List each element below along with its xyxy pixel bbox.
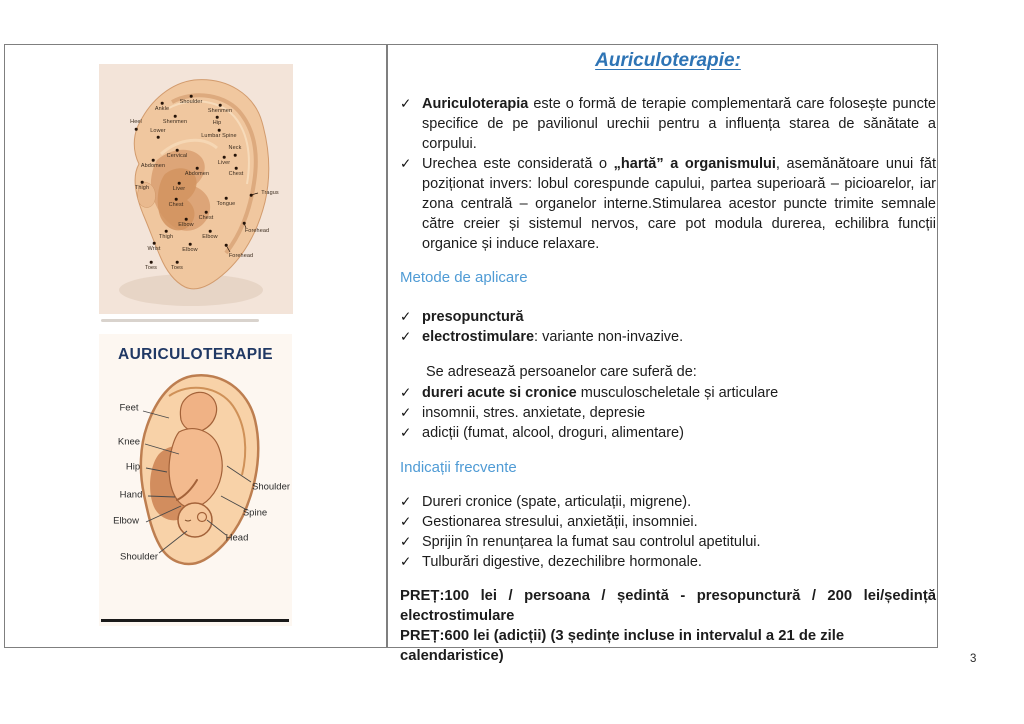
bullet-text: Dureri cronice (spate, articulații, migrene). bbox=[422, 494, 692, 510]
ear-point-dot bbox=[141, 181, 144, 184]
bullet-item bbox=[400, 307, 936, 327]
bullet-text: insomnii, stres. anxietate, depresie bbox=[422, 405, 646, 421]
fetus-map-label: Hip bbox=[125, 461, 141, 473]
bullet-text: adicții (fumat, alcool, droguri, alimentare) bbox=[422, 425, 684, 441]
ear-point-dot bbox=[178, 182, 181, 185]
image2-title: AURICULOTERAPIE bbox=[118, 346, 273, 363]
ear-point-dot bbox=[176, 149, 179, 152]
ear-point-dot bbox=[189, 243, 192, 246]
image2-bottom-rule bbox=[101, 619, 289, 622]
section-heading-indications: Indicații frecvente bbox=[400, 459, 517, 476]
ear-point-label: Thigh bbox=[158, 234, 174, 240]
ear-points-chart-image bbox=[99, 64, 293, 314]
bullet-text: Sprijin în renunțarea la fumat sau controlul apetitului. bbox=[422, 534, 761, 550]
check-icon: ✓ bbox=[400, 329, 412, 344]
ear-point-dot bbox=[161, 102, 164, 105]
text-column bbox=[386, 45, 936, 666]
methods-bullet-list bbox=[400, 307, 936, 347]
price-paragraph-1 bbox=[400, 586, 936, 626]
ear-point-dot bbox=[165, 230, 168, 233]
fetus-map-label: Spine bbox=[242, 507, 268, 519]
fetus-map-label: Head bbox=[225, 532, 249, 544]
ear-point-label: Toes bbox=[144, 265, 158, 271]
ear-point-dot bbox=[250, 194, 253, 197]
ear-point-label: Tongue bbox=[216, 201, 236, 207]
ear-point-label: Shenmen bbox=[162, 119, 188, 125]
ear-point-dot bbox=[135, 128, 138, 131]
ear-point-label: Chest bbox=[168, 202, 184, 208]
fetus-map-label: Hand bbox=[119, 489, 143, 501]
ear-point-dot bbox=[185, 218, 188, 221]
ear-point-dot bbox=[219, 104, 222, 107]
ear-point-label: Elbow bbox=[182, 247, 198, 253]
ear-point-dot bbox=[209, 230, 212, 233]
bullet-text: Auriculoterapia este o formă de terapie complementară care folosește puncte specifice de pe pavilionul urechii pentru a influența starea de sănătate a corpului. bbox=[422, 96, 936, 152]
indications-bullet-list bbox=[400, 492, 936, 572]
bullet-item bbox=[400, 552, 936, 572]
page-title: Auriculoterapie: bbox=[595, 50, 741, 71]
ear-point-dot bbox=[176, 261, 179, 264]
bullet-text: Urechea este considerată o „hartă” a organismului, asemănătoare unui făt poziționat invers: lobul corespunde capului, partea superioară – picioarelor, iar zona centrală – organelor interne.Stimularea acestor puncte trimite semnale către creier și sistemul nervos, care pot modula durerea, echilibra funcții organice și induce relaxare. bbox=[422, 156, 936, 252]
bullet-text: presopunctură bbox=[422, 309, 524, 325]
bullet-item bbox=[400, 383, 936, 403]
ear-point-label: Abdomen bbox=[184, 171, 210, 177]
ear-point-dot bbox=[157, 136, 160, 139]
ear-point-label: Chest bbox=[228, 171, 244, 177]
bullet-item bbox=[400, 403, 936, 423]
section-heading-methods: Metode de aplicare bbox=[400, 269, 528, 286]
ear-point-dot bbox=[152, 159, 155, 162]
fetus-map-label: Knee bbox=[117, 436, 141, 448]
check-icon: ✓ bbox=[400, 156, 412, 171]
ear-point-label: Heel bbox=[130, 119, 142, 125]
ear-point-dot bbox=[243, 222, 246, 225]
ear-point-dot bbox=[218, 129, 221, 132]
ear-point-label: Lumbar Spine bbox=[201, 133, 237, 139]
check-icon: ✓ bbox=[400, 309, 412, 324]
bullet-text: electrostimulare: variante non-invazive. bbox=[422, 329, 684, 345]
ear-point-label: Hip bbox=[212, 120, 222, 126]
ear-point-label: Wrist bbox=[147, 246, 161, 252]
ear-point-dot bbox=[234, 154, 237, 157]
bullet-item bbox=[400, 492, 936, 512]
check-icon: ✓ bbox=[400, 405, 412, 420]
bullet-item bbox=[400, 512, 936, 532]
fetus-head bbox=[178, 503, 212, 537]
watermark-text bbox=[101, 319, 259, 322]
ear-illustration-2 bbox=[99, 334, 292, 624]
intro-bullet-list bbox=[400, 94, 936, 254]
check-icon: ✓ bbox=[400, 514, 412, 529]
bullet-text: dureri acute si cronice musculoscheletale și articulare bbox=[422, 385, 779, 401]
addressed-to-line: Se adresează persoanelor care suferă de: bbox=[426, 364, 697, 380]
check-icon: ✓ bbox=[400, 494, 412, 509]
check-icon: ✓ bbox=[400, 96, 412, 111]
bullet-item bbox=[400, 423, 936, 443]
ear-point-label: Shoulder bbox=[179, 99, 203, 105]
ear-point-dot bbox=[225, 244, 228, 247]
auriculotherapy-fetus-map-image bbox=[99, 334, 292, 626]
ear-point-dot bbox=[153, 242, 156, 245]
fetus-map-label: Shoulder bbox=[251, 481, 291, 493]
bullet-item bbox=[400, 154, 936, 254]
ear-point-label: Forehead bbox=[244, 228, 270, 234]
ear-point-dot bbox=[196, 167, 199, 170]
bullet-text: Tulburări digestive, dezechilibre hormonale. bbox=[422, 554, 702, 570]
price1-line2: electrostimulare bbox=[400, 608, 515, 624]
ear-point-dot bbox=[190, 95, 193, 98]
check-icon: ✓ bbox=[400, 534, 412, 549]
price1-line1: PREȚ:100 lei / persoana / ședintă - presopunctură / 200 lei/ședință bbox=[400, 588, 936, 604]
ear-point-label: Neck bbox=[228, 145, 242, 151]
ear-point-label: Shenmen bbox=[207, 108, 233, 114]
fetus-map-label: Elbow bbox=[113, 515, 139, 527]
ear-point-label: Forehead bbox=[228, 253, 254, 259]
ear-point-dot bbox=[175, 198, 178, 201]
ear-point-label: Liver bbox=[172, 186, 186, 192]
ear-point-label: Chest bbox=[198, 215, 214, 221]
ear-point-label: Toes bbox=[170, 265, 184, 271]
bullet-item bbox=[400, 94, 936, 154]
ear-point-dot bbox=[150, 261, 153, 264]
ear-point-dot bbox=[174, 115, 177, 118]
price-paragraph-2: PREȚ:600 lei (adicții) (3 ședințe incluse in intervalul a 21 de zile calendaristice) bbox=[400, 628, 845, 664]
page-number: 3 bbox=[970, 653, 977, 665]
ear-point-dot bbox=[216, 116, 219, 119]
ear-point-label: Abdomen bbox=[140, 163, 166, 169]
ear-point-label: Elbow bbox=[202, 234, 218, 240]
ear-point-label: Cervical bbox=[166, 153, 188, 159]
ear-point-label: Thigh bbox=[134, 185, 150, 191]
ear-point-label: Elbow bbox=[178, 222, 194, 228]
check-icon: ✓ bbox=[400, 425, 412, 440]
ear-point-label: Lower bbox=[150, 128, 166, 134]
ear-point-dot bbox=[223, 156, 226, 159]
ear-point-label: Tragus bbox=[261, 190, 279, 196]
ear-point-label: Ankle bbox=[154, 106, 170, 112]
ear-point-dot bbox=[235, 167, 238, 170]
ear-point-label: Liver bbox=[217, 160, 231, 166]
content-table-border bbox=[4, 44, 938, 664]
bullet-item bbox=[400, 532, 936, 552]
bullet-item bbox=[400, 327, 936, 347]
fetus-map-label: Feet bbox=[119, 402, 139, 414]
bullet-text: Gestionarea stresului, anxietății, insomniei. bbox=[422, 514, 698, 530]
conditions-bullet-list bbox=[400, 383, 936, 443]
ear-point-dot bbox=[205, 211, 208, 214]
check-icon: ✓ bbox=[400, 554, 412, 569]
ear-point-dot bbox=[225, 197, 228, 200]
fetus-map-label: Shoulder bbox=[119, 551, 159, 563]
check-icon: ✓ bbox=[400, 385, 412, 400]
